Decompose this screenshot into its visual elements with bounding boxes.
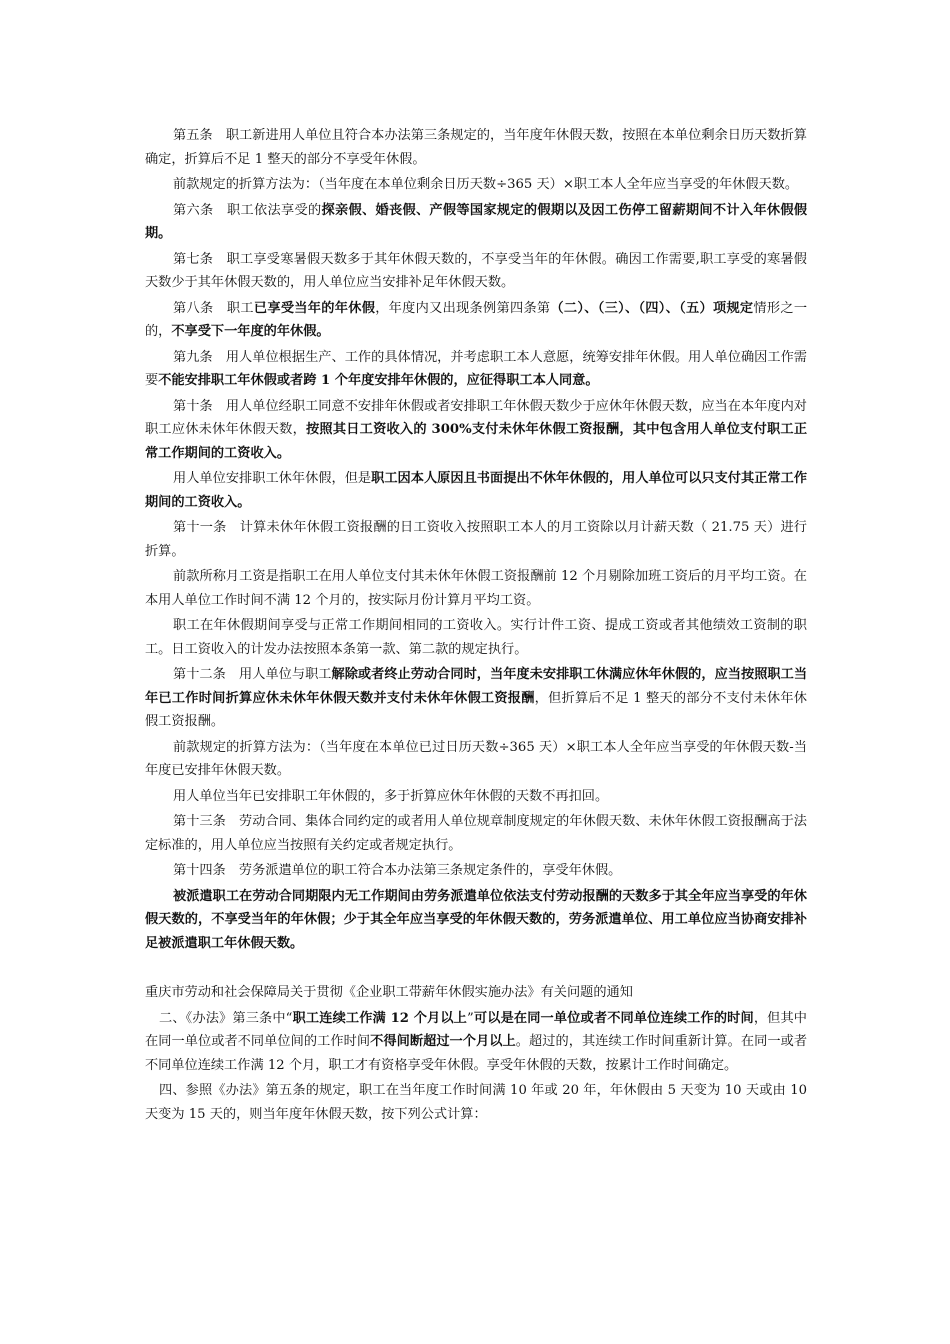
paragraph (145, 785, 807, 809)
text-run: 第九条 用人单位根据生产、工作的具体情况，并考虑职工本人意愿，统筹安排年休假。用人单位确因工作需要 (145, 349, 807, 388)
articles-section (145, 124, 807, 955)
text-run: 。超过的，其连续工作时间重新计算。在同一或者不同单位连续工作满 12 个月，职工才有资格享受年休假。享受年休假的天数，按累计工作时间确定。 (145, 1034, 808, 1073)
paragraph (145, 248, 807, 295)
bold-text: 按照其日工资收入的 300%支付未休年休假工资报酬，其中包含用人单位支付职工正常工作期间的工资收入。 (145, 422, 808, 461)
text-run: 第六条 职工依法享受的 (173, 202, 322, 218)
text-run: 情形之一的， (145, 300, 808, 339)
bold-text: 不得间断超过一个月以上 (370, 1034, 516, 1049)
bold-text: 职工因本人原因且书面提出不休年休假的，用人单位可以只支付其正常工作期间的工资收入。 (145, 471, 808, 510)
text-run: 四、参照《办法》第五条的规定，职工在当年度工作时间满 10 年或 20 年，年休假由 5 天变为 10 天或由 10 天变为 15 天的，则当年度年休假天数，按下列公式计算： (145, 1083, 807, 1122)
text-run: 二、《办法》第三条中“ (159, 1010, 293, 1026)
bold-text: 不能安排职工年休假或者跨 1 个年度安排年休假的，应征得职工本人同意。 (158, 373, 599, 388)
text-run: 第八条 职工 (173, 300, 254, 316)
paragraph (145, 859, 807, 883)
section-gap (145, 957, 807, 981)
text-run: 前款所称月工资是指职工在用人单位支付其未休年休假工资报酬前 12 个月剔除加班工资后的月平均工资。在本用人单位工作时间不满 12 个月的，按实际月份计算月平均工资。 (145, 569, 807, 608)
paragraph (145, 1007, 807, 1078)
paragraph (145, 346, 807, 393)
paragraph (145, 885, 807, 956)
paragraph (145, 173, 807, 197)
paragraph (145, 810, 807, 857)
bold-text: 已享受当年的年休假 (253, 300, 376, 316)
bold-text: 探亲假、婚丧假、产假等国家规定的假期以及因工伤停工留薪期间不计入年休假假期。 (145, 202, 808, 241)
paragraph (145, 467, 807, 514)
paragraph (145, 663, 807, 734)
paragraph (145, 199, 807, 246)
text-run: 第七条 职工享受寒暑假天数多于其年休假天数的，不享受当年的年休假。确因工作需要,职工享受的寒暑假天数少于其年休假天数的，用人单位应当安排补足年休假天数。 (145, 251, 807, 290)
bold-text: 可以是在同一单位或者不同单位连续工作的时间 (473, 1010, 754, 1026)
paragraph (145, 736, 807, 783)
paragraph (145, 516, 807, 563)
paragraph (145, 124, 807, 171)
text-run: 用人单位安排职工休年休假，但是 (173, 471, 372, 486)
paragraph (145, 565, 807, 612)
text-run: 第五条 职工新进用人单位且符合本办法第三条规定的，当年度年休假天数，按照在本单位剩余日历天数折算确定，折算后不足 1 整天的部分不享受年休假。 (145, 128, 807, 167)
bold-text: 被派遣职工在劳动合同期限内无工作期间由劳务派遣单位依法支付劳动报酬的天数多于其全年应当享受的年休假天数的，不享受当年的年休假；少于其全年应当享受的年休假天数的，劳务派遣单位、用工单位应当协商安排补足被派遣职工年休假天数。 (145, 888, 807, 951)
bold-text: 不享受下一年度的年休假。 (171, 324, 330, 339)
bold-text: 职工连续工作满 12 个月以上 (292, 1010, 468, 1026)
paragraph (145, 297, 807, 344)
document-body (145, 124, 807, 1128)
paragraph (145, 395, 807, 466)
notice-section (145, 1007, 807, 1127)
text-run: ，但其中在同一单位或者不同单位间的工作时间 (145, 1010, 807, 1049)
text-run: 第十二条 用人单位与职工 (173, 667, 332, 682)
bold-text: 解除或者终止劳动合同时，当年度未安排职工休满应休年休假的，应当按照职工当年已工作时间折算应休未休年休假天数并支付未休年休假工资报酬 (145, 667, 808, 706)
text-run: 前款规定的折算方法为：（当年度在本单位已过日历天数÷365 天）×职工本人全年应当享受的年休假天数-当年度已安排年休假天数。 (145, 739, 807, 778)
text-run: ，但折算后不足 1 整天的部分不支付未休年休假工资报酬。 (145, 690, 807, 729)
text-run: 用人单位当年已安排职工年休假的，多于折算应休年休假的天数不再扣回。 (173, 788, 609, 804)
text-run: ，年度内又出现条例第四条第 (375, 300, 551, 316)
paragraph (145, 614, 807, 661)
text-run: 职工在年休假期间享受与正常工作期间相同的工资收入。实行计件工资、提成工资或者其他绩效工资制的职工。日工资收入的计发办法按照本条第一款、第二款的规定执行。 (145, 618, 807, 657)
text-run: ” (467, 1010, 474, 1026)
paragraph (145, 1079, 807, 1126)
notice-title: 重庆市劳动和社会保障局关于贯彻《企业职工带薪年休假实施办法》有关问题的通知 (145, 985, 633, 1000)
text-run: 第十一条 计算未休年休假工资报酬的日工资收入按照职工本人的月工资除以月计薪天数（ 21.75 天）进行折算。 (145, 520, 807, 559)
bold-text: （二）、（三）、（四）、（五）项规定 (550, 300, 754, 316)
text-run: 前款规定的折算方法为：（当年度在本单位剩余日历天数÷365 天）×职工本人全年应当享受的年休假天数。 (173, 177, 799, 192)
text-run: 第十三条 劳动合同、集体合同约定的或者用人单位规章制度规定的年休假天数、未休年休假工资报酬高于法定标准的，用人单位应当按照有关约定或者规定执行。 (145, 814, 807, 853)
text-run: 第十条 用人单位经职工同意不安排年休假或者安排职工年休假天数少于应休年休假天数，应当在本年度内对职工应休未休年休假天数， (145, 398, 807, 437)
text-run: 第十四条 劳务派遣单位的职工符合本办法第三条规定条件的，享受年休假。 (173, 863, 622, 878)
